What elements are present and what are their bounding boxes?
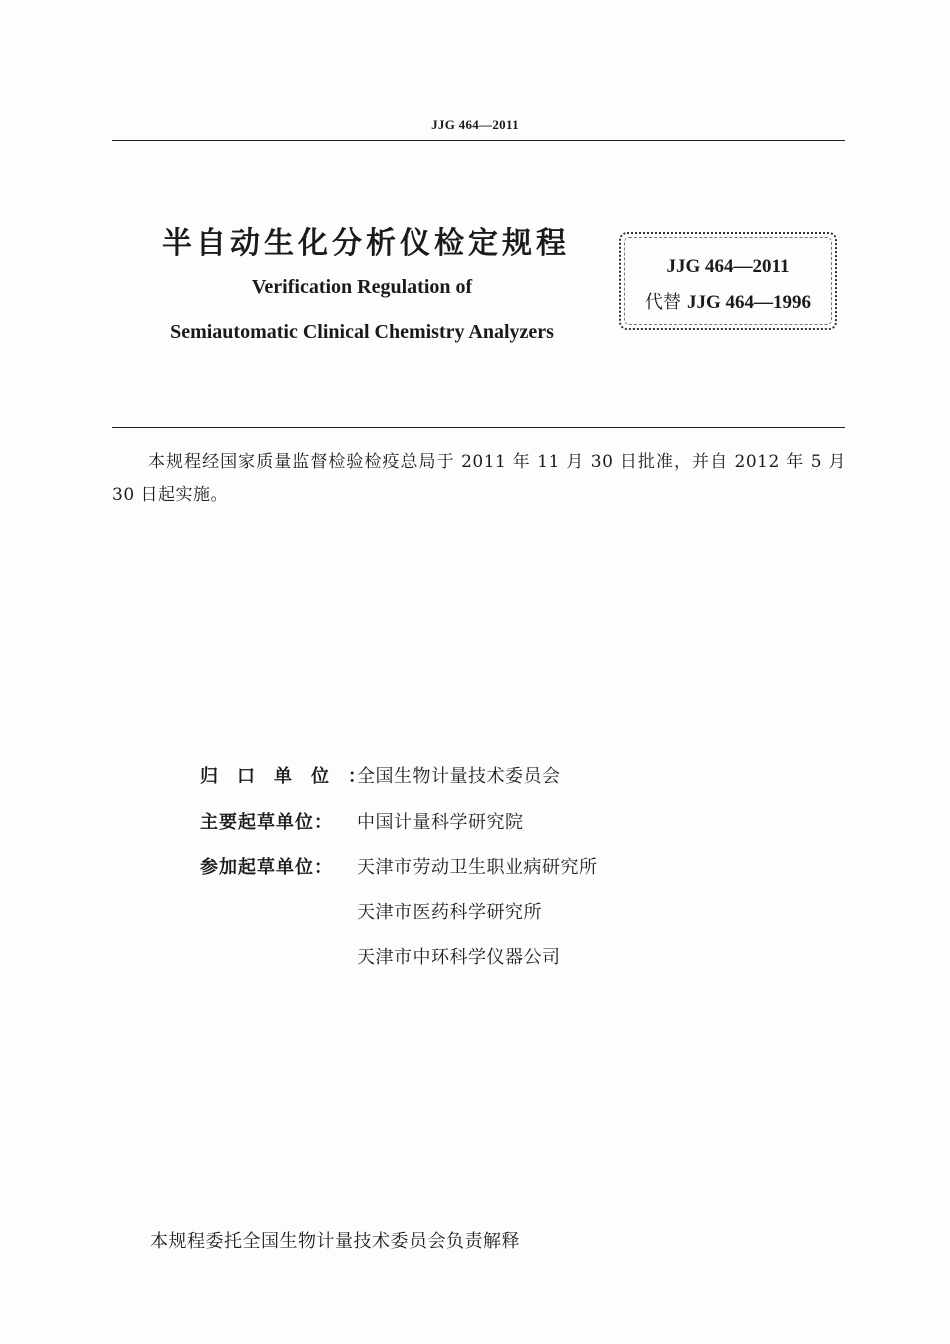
main-drafter-value: 中国计量科学研究院 — [357, 812, 524, 833]
approval-statement: 本规程经国家质量监督检验检疫总局于 2011 年 11 月 30 日批准，并自 2012 年 5 月 30 日起实施。 — [112, 452, 846, 505]
main-drafter-label: 主要起草单位： — [200, 812, 333, 833]
responsible-unit-row — [200, 762, 561, 788]
document-code-header: JJG 464—2011 — [431, 117, 519, 132]
participating-drafter-value-2: 天津市医药科学研究所 — [357, 902, 542, 923]
middle-divider — [112, 427, 845, 428]
interpretation-note: 本规程委托全国生物计量技术委员会负责解释 — [150, 1231, 520, 1252]
replaces-label: 代替 — [644, 292, 681, 313]
standard-code-box — [619, 232, 837, 330]
main-drafter-row — [200, 808, 524, 834]
top-divider — [112, 140, 845, 141]
standard-code: JJG 464—2011 — [666, 256, 790, 277]
document-title-cn: 半自动生化分析仪检定规程 — [162, 226, 570, 261]
participating-drafter-value-1: 天津市劳动卫生职业病研究所 — [357, 857, 598, 878]
participating-drafter-label: 参加起草单位： — [200, 857, 333, 878]
participating-drafter-row — [200, 853, 598, 879]
document-title-en-line2: Semiautomatic Clinical Chemistry Analyzers — [170, 321, 554, 343]
participating-drafter-value-3: 天津市中环科学仪器公司 — [357, 947, 561, 968]
responsible-unit-value: 全国生物计量技术委员会 — [357, 766, 561, 787]
document-title-en-line1: Verification Regulation of — [251, 276, 473, 298]
replaces-line — [619, 288, 837, 314]
responsible-unit-label: 归口单位： — [200, 766, 385, 787]
replaced-standard-code: JJG 464—1996 — [687, 292, 812, 313]
